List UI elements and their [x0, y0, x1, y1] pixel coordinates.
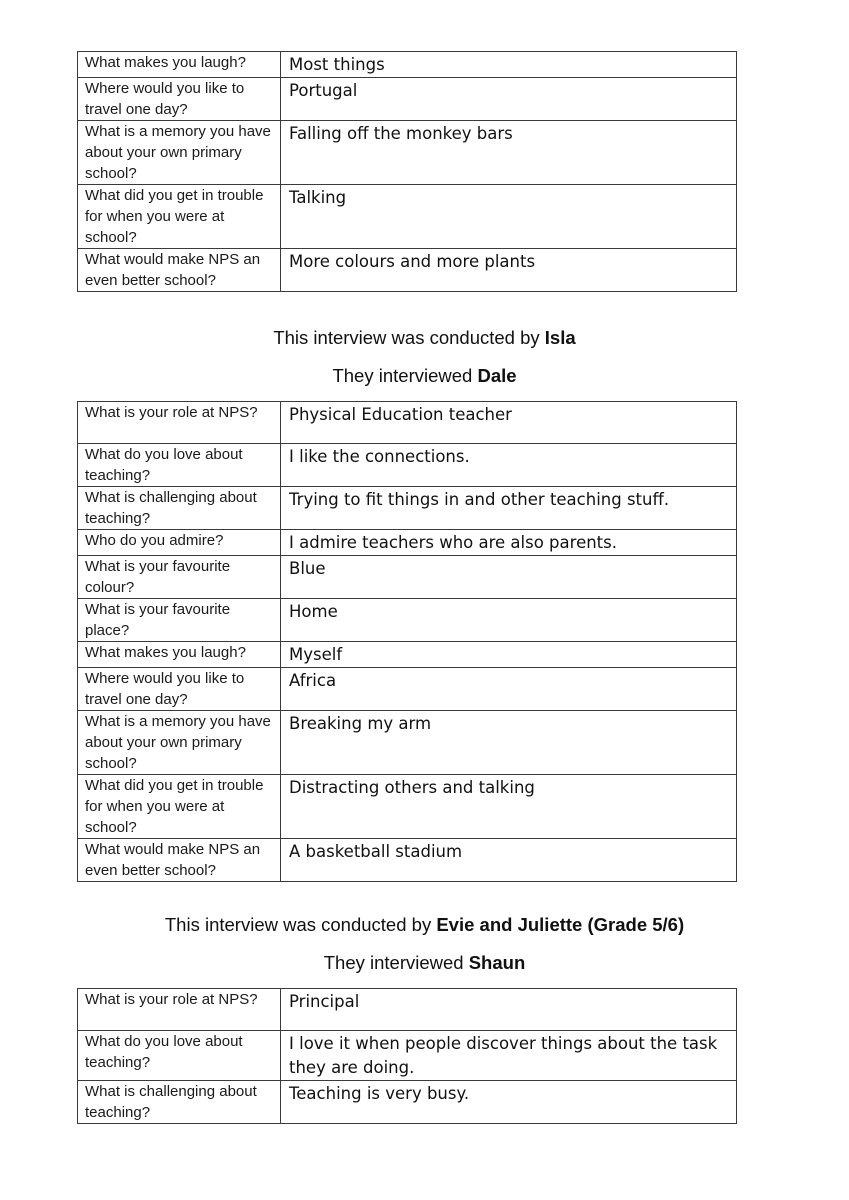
table-row	[78, 487, 737, 530]
question-cell: What is your role at NPS?	[78, 989, 281, 1031]
question-cell: Who do you admire?	[78, 530, 281, 556]
question-cell: What is a memory you have about your own primary school?	[78, 121, 281, 185]
table-row	[78, 775, 737, 839]
question-cell: What would make NPS an even better school?	[78, 839, 281, 882]
table-row	[78, 530, 737, 556]
answer-cell: Most things	[281, 52, 737, 78]
answer-cell: I like the connections.	[281, 444, 737, 487]
conducted-by-prefix: This interview was conducted by	[273, 327, 545, 348]
question-cell: What is your favourite place?	[78, 599, 281, 642]
answer-cell: Distracting others and talking	[281, 775, 737, 839]
table-row	[78, 78, 737, 121]
interviewed-heading	[0, 364, 849, 388]
table-row	[78, 249, 737, 292]
table-row	[78, 1031, 737, 1081]
question-cell: What did you get in trouble for when you were at school?	[78, 185, 281, 249]
answer-cell: More colours and more plants	[281, 249, 737, 292]
answer-cell: Physical Education teacher	[281, 402, 737, 444]
interview-table-shaun	[77, 988, 737, 1124]
question-cell: What did you get in trouble for when you were at school?	[78, 775, 281, 839]
answer-cell: Talking	[281, 185, 737, 249]
interviewed-prefix: They interviewed	[323, 952, 469, 973]
answer-cell: Teaching is very busy.	[281, 1081, 737, 1124]
interviewer-name: Evie and Juliette (Grade 5/6)	[436, 914, 685, 935]
answer-cell: Breaking my arm	[281, 711, 737, 775]
interview-table-top	[77, 51, 737, 292]
table-row	[78, 402, 737, 444]
interviewee-name: Dale	[477, 365, 517, 386]
interviewed-prefix: They interviewed	[332, 365, 478, 386]
question-cell: Where would you like to travel one day?	[78, 78, 281, 121]
answer-cell: Falling off the monkey bars	[281, 121, 737, 185]
question-cell: What do you love about teaching?	[78, 444, 281, 487]
answer-cell: Blue	[281, 556, 737, 599]
question-cell: What would make NPS an even better school?	[78, 249, 281, 292]
table-row	[78, 839, 737, 882]
conducted-by-heading	[0, 326, 849, 350]
question-cell: What is your favourite colour?	[78, 556, 281, 599]
answer-cell: Principal	[281, 989, 737, 1031]
table-row	[78, 668, 737, 711]
answer-cell: Portugal	[281, 78, 737, 121]
question-cell: What do you love about teaching?	[78, 1031, 281, 1081]
table-row	[78, 121, 737, 185]
answer-cell: Home	[281, 599, 737, 642]
question-cell: Where would you like to travel one day?	[78, 668, 281, 711]
table-row	[78, 989, 737, 1031]
answer-cell: Africa	[281, 668, 737, 711]
question-cell: What is challenging about teaching?	[78, 1081, 281, 1124]
question-cell: What makes you laugh?	[78, 642, 281, 668]
conducted-by-prefix: This interview was conducted by	[164, 914, 437, 935]
answer-cell: I admire teachers who are also parents.	[281, 530, 737, 556]
answer-cell: A basketball stadium	[281, 839, 737, 882]
table-row	[78, 52, 737, 78]
interviewed-heading	[0, 951, 849, 975]
question-cell: What is a memory you have about your own primary school?	[78, 711, 281, 775]
question-cell: What makes you laugh?	[78, 52, 281, 78]
interviewee-name: Shaun	[468, 952, 526, 973]
interviewer-name: Isla	[544, 327, 576, 348]
question-cell: What is your role at NPS?	[78, 402, 281, 444]
table-row	[78, 642, 737, 668]
table-row	[78, 444, 737, 487]
table-row	[78, 1081, 737, 1124]
answer-cell: Myself	[281, 642, 737, 668]
answer-cell: I love it when people discover things about the task they are doing.	[281, 1031, 737, 1081]
question-cell: What is challenging about teaching?	[78, 487, 281, 530]
table-row	[78, 556, 737, 599]
table-row	[78, 711, 737, 775]
conducted-by-heading	[0, 913, 849, 937]
table-row	[78, 599, 737, 642]
interview-table-dale	[77, 401, 737, 882]
answer-cell: Trying to fit things in and other teaching stuff.	[281, 487, 737, 530]
table-row	[78, 185, 737, 249]
